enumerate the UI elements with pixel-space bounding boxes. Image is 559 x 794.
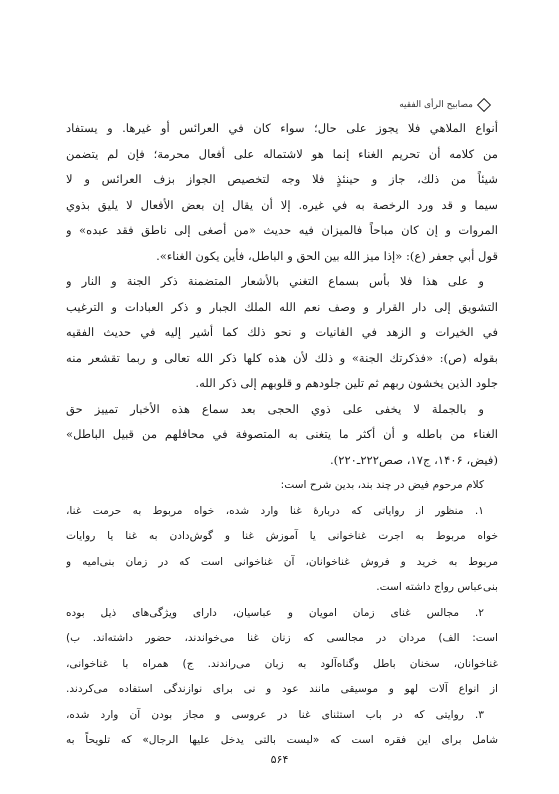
text-line: قول أبي جعفر (ع): «إذا ميز الله بين الحق و الباطل، فأين يكون الغناء». [156, 248, 498, 263]
text-line: مربوط به خرید و فروش غناخوانان، آن غناخوانی است که در زمان بنی‌امیه و [66, 555, 498, 568]
text-line: است: الف) مردان در مجالسی که زنان غنا می‌خواندند، حضور داشته‌اند. ب) [66, 632, 498, 644]
text-line: بقوله (ص): «فذكرتك الجنة» و ذلك لأن هذه كلها ذكر الله تعالى و ربما تقشعر منه [66, 350, 498, 365]
text-line: الغناء من باطله و أن أكثر ما يتغنى به المتصوفة في محافلهم من قبيل الباطل» [66, 427, 498, 441]
text-line: کلام مرحوم فیض در چند بند، بدین شرح است: [280, 479, 484, 491]
text-line: ۱. منظور از روایاتی که دربارهٔ غنا وارد شده، خواه مربوط به حرمت غنا، [66, 504, 484, 517]
text-line: (فيض، ۱۴۰۶، ج۱۷، صص۲۲۲ـ۲۲۰). [330, 452, 498, 467]
text-line: من كلامه أن تحريم الغناء إنما هو لاشتماله على أفعال محرمة؛ فإن لم يتضمن [66, 146, 498, 161]
text-line: المروات و إن كان مباحاً فالميزان فيه حديث «من أصغى إلى ناطق فقد عبده» و [66, 223, 498, 237]
text-line: في الخيرات و الزهد في الفانيات و نحو ذلك كما أشير إليه في حديث الفقيه [66, 325, 498, 339]
page-number: ۵۶۴ [270, 753, 289, 766]
text-line: شيئاً من ذلك، جاز و حينئذٍ فلا وجه لتخصيص الجواز بزف العرائس و لا [66, 172, 498, 186]
text-line: أنواع الملاهي فلا يجوز على حال؛ سواء كان في العرائس أو غيرها. و يستفاد [66, 121, 498, 135]
text-line: خواه مربوط به اجرت غناخوانی یا آموزش غنا و گوش‌دادن به غنا یا روایات [66, 530, 498, 542]
header-ornament-icon [477, 98, 491, 112]
text-line: شامل برای این فقره است که «لیست بالتی یدخل علیها الرجال» که تلویحاً به [66, 734, 498, 746]
text-line: بنی‌عباس رواج داشته است. [376, 581, 498, 593]
text-line: ۲. مجالس غنای زمان امویان و عباسیان، دارای ویژگی‌های ذیل بوده [66, 606, 484, 619]
body-text [66, 116, 498, 754]
text-line: جلود الذين يخشون ربهم ثم تلين جلودهم و قلوبهم إلى ذكر الله. [195, 376, 498, 390]
text-line: غناخوانان، سخنان باطل وگناه‌آلود به زبان می‌راندند. ج) همراه با غناخوانی، [66, 657, 498, 670]
text-line: سيما و قد ورد الرخصة به في غيره. إلا أن يقال إن بعض الأفعال لا يليق بذوي [66, 197, 498, 212]
text-line: از انواع آلات لهو و موسیقی مانند عود و نی برای نوازندگی استفاده می‌کردند. [66, 683, 498, 695]
text-line: و بالجملة لا يخفى على ذوي الحجى بعد سماع هذه الأخبار تمييز حق [66, 401, 484, 416]
text-line: التشويق إلى دار القرار و وصف نعم الله الملك الجبار و ذكر العبادات و الترغيب [66, 299, 498, 314]
text-line: و على هذا فلا بأس بسماع التغني بالأشعار المتضمنة ذكر الجنة و النار و [66, 274, 484, 288]
running-header-title: مصابیح الرأی الفقیه [399, 100, 473, 110]
text-line: ۳. روایتی که در باب استثنای غنا در عروسی و مجاز بودن آن وارد شده، [66, 708, 484, 721]
running-header [60, 97, 489, 113]
